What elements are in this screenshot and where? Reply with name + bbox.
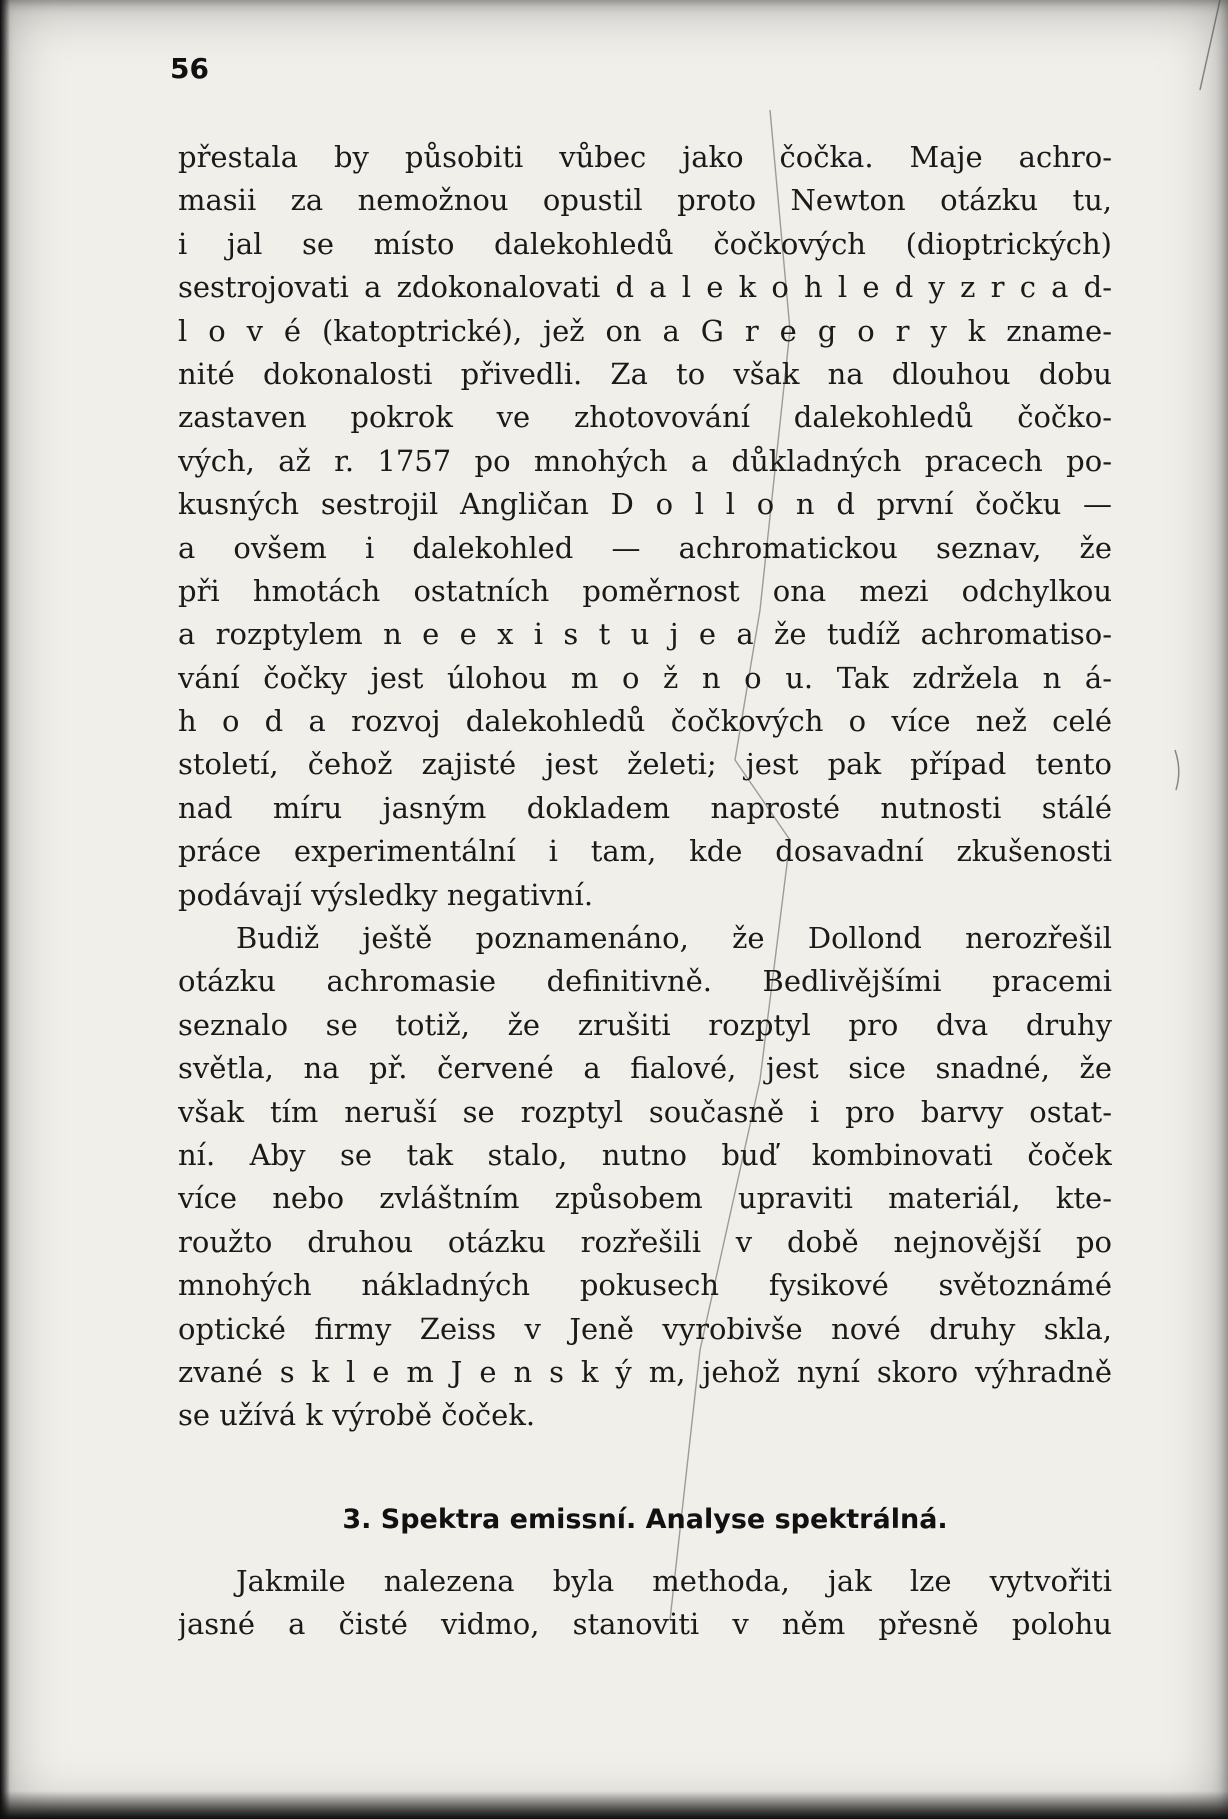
paragraph-3 (178, 1560, 1112, 1647)
text-line: i jal se místo dalekohledů čočkových (dioptrických) (178, 226, 1112, 261)
page-shadow-bottom (0, 1791, 1228, 1819)
text-line: více nebo zvláštním způsobem upraviti materiál, kte- (178, 1181, 1112, 1216)
text-line: jasné a čisté vidmo, stanoviti v něm přesně polohu (178, 1607, 1112, 1642)
text-line: světla, na př. červené a fialové, jest sice snadné, že (178, 1051, 1112, 1086)
text-line: nité dokonalosti přivedli. Za to však na dlouhou dobu (178, 356, 1112, 391)
text-line: l o v é (katoptrické), jež on a G r e g o r y k zname- (178, 313, 1112, 348)
paragraph-2 (178, 917, 1112, 1438)
page-number: 56 (170, 52, 209, 85)
text-line: mnohých nákladných pokusech fysikové světoznámé (178, 1268, 1112, 1303)
text-line: podávají výsledky negativní. (178, 877, 594, 912)
text-line: roužto druhou otázku rozřešili v době nejnovější po (178, 1224, 1112, 1259)
text-line: Budiž ještě poznamenáno, že Dollond nerozřešil (236, 921, 1112, 956)
section-heading: 3. Spektra emissní. Analyse spektrálná. (342, 1503, 948, 1535)
body-text (178, 136, 1112, 1647)
text-line: nad míru jasným dokladem naprosté nutnosti stálé (178, 790, 1112, 825)
text-line: se užívá k výrobě čoček. (178, 1398, 536, 1433)
text-line: vání čočky jest úlohou m o ž n o u. Tak zdržela n á- (178, 660, 1112, 695)
text-line: sestrojovati a zdokonalovati d a l e k o h l e d y z r c a d- (178, 270, 1112, 305)
text-line: století, čehož zajisté jest želeti; jest pak případ tento (178, 747, 1112, 782)
text-line: vých, až r. 1757 po mnohých a důkladných pracech po- (178, 443, 1112, 478)
page-shadow-left (0, 0, 10, 1819)
text-line: a ovšem i dalekohled — achromatickou seznav, že (178, 530, 1112, 565)
text-line: seznalo se totiž, že zrušiti rozptyl pro dva druhy (178, 1007, 1112, 1042)
paragraph-1 (178, 136, 1112, 917)
text-line: práce experimentální i tam, kde dosavadní zkušenosti (178, 834, 1112, 869)
text-line: zvané s k l e m J e n s k ý m, jehož nyní skoro výhradně (178, 1354, 1112, 1389)
text-line: masii za nemožnou opustil proto Newton otázku tu, (178, 183, 1112, 218)
text-line: optické firmy Zeiss v Jeně vyrobivše nové druhy skla, (178, 1311, 1112, 1346)
text-line: při hmotách ostatních poměrnost ona mezi odchylkou (178, 573, 1112, 608)
text-line: h o d a rozvoj dalekohledů čočkových o více než celé (178, 704, 1112, 739)
text-line: otázku achromasie definitivně. Bedlivějšími pracemi (178, 964, 1112, 999)
text-line: a rozptylem n e e x i s t u j e a že tudíž achromatiso- (178, 617, 1112, 652)
text-line: zastaven pokrok ve zhotovování dalekohledů čočko- (178, 400, 1112, 435)
text-line: ní. Aby se tak stalo, nutno buď kombinovati čoček (178, 1137, 1112, 1172)
text-line: kusných sestrojil Angličan D o l l o n d první čočku — (178, 487, 1112, 522)
text-line: však tím neruší se rozptyl současně i pro barvy ostat- (178, 1094, 1112, 1129)
text-line: přestala by působiti vůbec jako čočka. Maje achro- (178, 140, 1112, 174)
text-line: Jakmile nalezena byla methoda, jak lze vytvořiti (236, 1563, 1112, 1598)
